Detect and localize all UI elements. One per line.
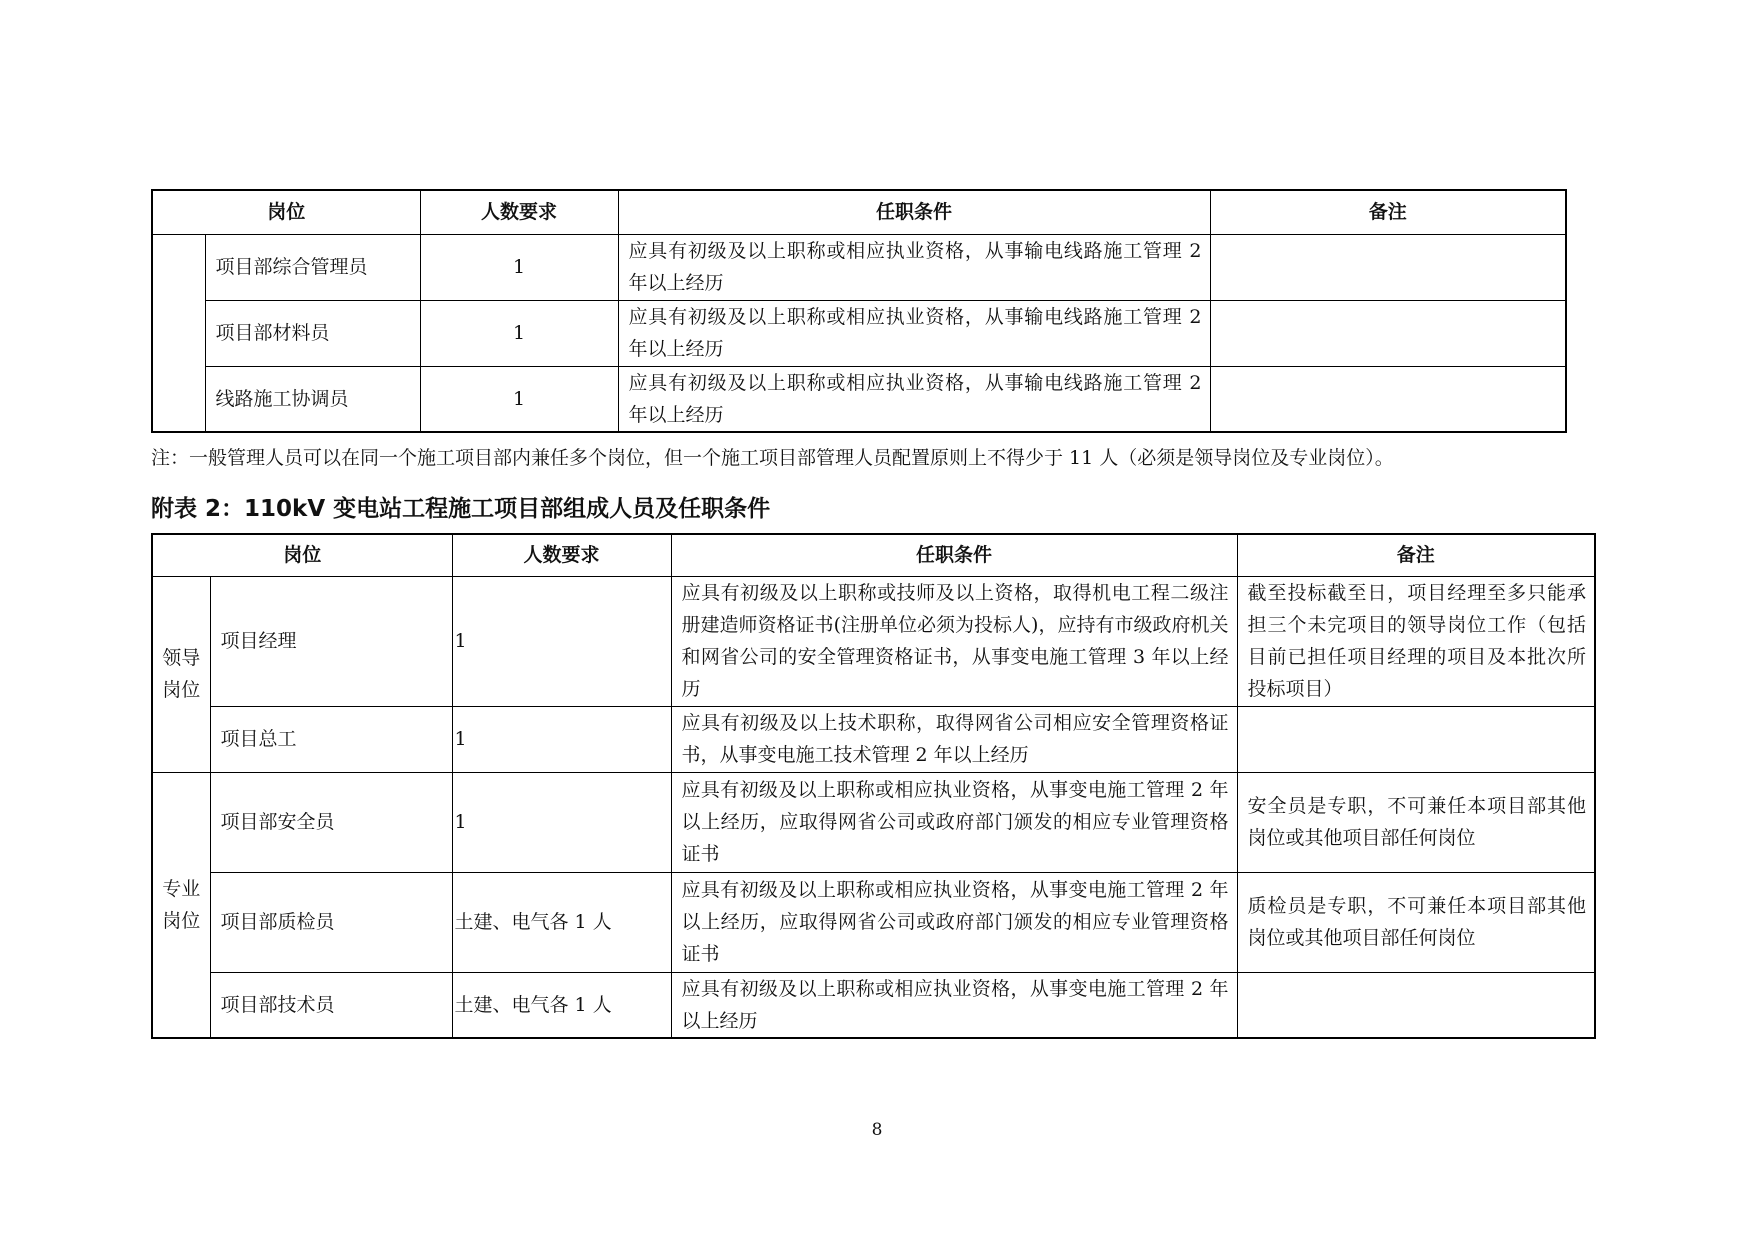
table-row <box>152 872 1595 972</box>
table-row <box>152 706 1595 772</box>
position-cell: 项目部技术员 <box>210 972 452 1038</box>
remark-cell <box>1210 234 1566 300</box>
position-cell: 项目部安全员 <box>210 772 452 872</box>
appendix-heading: 附表 2：110kV 变电站工程施工项目部组成人员及任职条件 <box>151 496 771 522</box>
table-row <box>152 576 1595 706</box>
remark-cell: 安全员是专职，不可兼任本项目部其他岗位或其他项目部任何岗位 <box>1237 772 1595 872</box>
staff-table-1 <box>151 189 1567 433</box>
position-cell: 线路施工协调员 <box>205 366 420 432</box>
condition-cell: 应具有初级及以上技术职称，取得网省公司相应安全管理资格证书，从事变电施工技术管理 2 年以上经历 <box>671 706 1237 772</box>
remark-cell <box>1210 366 1566 432</box>
staff-table-2 <box>151 533 1596 1039</box>
remark-cell <box>1237 706 1595 772</box>
position-cell: 项目总工 <box>210 706 452 772</box>
position-cell: 项目经理 <box>210 576 452 706</box>
group-cell-leadership: 领导岗位 <box>152 576 210 772</box>
remark-cell: 截至投标截至日，项目经理至多只能承担三个未完项目的领导岗位工作（包括目前已担任项目经理的项目及本批次所投标项目） <box>1237 576 1595 706</box>
count-cell: 土建、电气各 1 人 <box>452 972 671 1038</box>
count-cell: 1 <box>420 234 618 300</box>
position-cell: 项目部综合管理员 <box>205 234 420 300</box>
header-count: 人数要求 <box>452 534 671 576</box>
table-row <box>152 972 1595 1038</box>
header-condition: 任职条件 <box>618 190 1210 234</box>
count-cell: 1 <box>420 366 618 432</box>
header-condition: 任职条件 <box>671 534 1237 576</box>
count-cell: 1 <box>452 772 671 872</box>
condition-cell: 应具有初级及以上职称或技师及以上资格，取得机电工程二级注册建造师资格证书(注册单位必须为投标人)，应持有市级政府机关和网省公司的安全管理资格证书，从事变电施工管理 3 年以上经历 <box>671 576 1237 706</box>
condition-cell: 应具有初级及以上职称或相应执业资格，从事变电施工管理 2 年以上经历，应取得网省公司或政府部门颁发的相应专业管理资格证书 <box>671 872 1237 972</box>
table-row <box>152 300 1566 366</box>
table-header-row <box>152 534 1595 576</box>
count-cell: 1 <box>452 706 671 772</box>
group-cell-professional: 专业岗位 <box>152 772 210 1038</box>
table-note: 注：一般管理人员可以在同一个施工项目部内兼任多个岗位，但一个施工项目部管理人员配置原则上不得少于 11 人（必须是领导岗位及专业岗位）。 <box>151 447 1394 469</box>
condition-cell: 应具有初级及以上职称或相应执业资格，从事变电施工管理 2 年以上经历 <box>671 972 1237 1038</box>
table-header-row <box>152 190 1566 234</box>
count-cell: 1 <box>452 576 671 706</box>
group-cell-empty <box>152 234 205 432</box>
header-count: 人数要求 <box>420 190 618 234</box>
position-cell: 项目部质检员 <box>210 872 452 972</box>
table-row <box>152 772 1595 872</box>
remark-cell <box>1210 300 1566 366</box>
remark-cell <box>1237 972 1595 1038</box>
count-cell: 1 <box>420 300 618 366</box>
count-cell: 土建、电气各 1 人 <box>452 872 671 972</box>
condition-cell: 应具有初级及以上职称或相应执业资格，从事变电施工管理 2 年以上经历，应取得网省公司或政府部门颁发的相应专业管理资格证书 <box>671 772 1237 872</box>
position-cell: 项目部材料员 <box>205 300 420 366</box>
condition-cell: 应具有初级及以上职称或相应执业资格，从事输电线路施工管理 2 年以上经历 <box>618 234 1210 300</box>
condition-cell: 应具有初级及以上职称或相应执业资格，从事输电线路施工管理 2 年以上经历 <box>618 366 1210 432</box>
remark-cell: 质检员是专职，不可兼任本项目部其他岗位或其他项目部任何岗位 <box>1237 872 1595 972</box>
table-row <box>152 234 1566 300</box>
condition-cell: 应具有初级及以上职称或相应执业资格，从事输电线路施工管理 2 年以上经历 <box>618 300 1210 366</box>
table-row <box>152 366 1566 432</box>
page-number: 8 <box>871 1120 883 1140</box>
header-position: 岗位 <box>152 190 420 234</box>
header-remark: 备注 <box>1210 190 1566 234</box>
header-position: 岗位 <box>152 534 452 576</box>
header-remark: 备注 <box>1237 534 1595 576</box>
